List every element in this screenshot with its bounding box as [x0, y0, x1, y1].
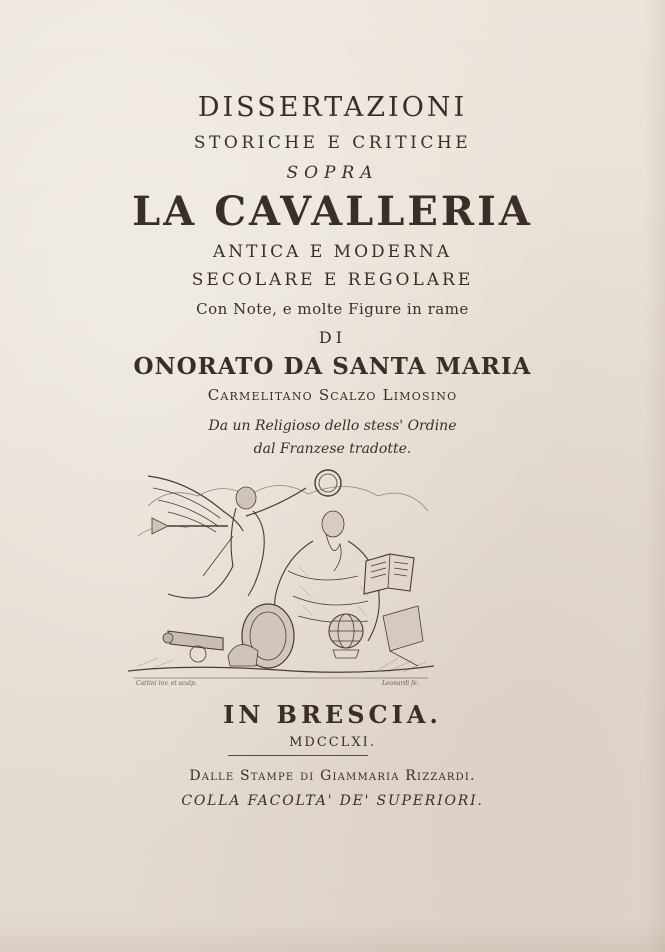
printer-line: Dalle Stampe di Giammaria Rizzardi. — [189, 768, 476, 784]
subtitle-note: Con Note, e molte Figure in rame — [196, 300, 469, 318]
title-line-dissertazioni: DISSERTAZIONI — [197, 92, 468, 123]
subtitle-di: DI — [318, 328, 347, 347]
title-line-storiche: STORICHE E CRITICHE — [193, 133, 472, 153]
permission-line: COLLA FACOLTA' DE' SUPERIORI. — [181, 793, 484, 809]
author-name: ONORATO DA SANTA MARIA — [133, 353, 532, 380]
place-of-printing: IN BRESCIA. — [223, 700, 442, 729]
title-line-sopra: SOPRA — [286, 163, 379, 183]
engraving-signature-left: Cattini inv. et sculp. — [136, 680, 197, 687]
subtitle-secolare: SECOLARE E REGOLARE — [191, 270, 474, 290]
main-title: LA CAVALLERIA — [132, 188, 533, 235]
translator-line-2: dal Franzese tradotte. — [253, 441, 412, 457]
engraving-signature-right: Leonardi fe. — [382, 680, 419, 687]
divider-rule — [228, 755, 368, 756]
subtitle-antica: ANTICA E MODERNA — [212, 242, 453, 262]
page-bottom-shadow — [0, 922, 665, 952]
year-of-printing: MDCCLXI. — [289, 735, 376, 750]
allegorical-engraving-icon — [128, 466, 434, 686]
author-description: Carmelitano Scalzo Limosino — [207, 386, 458, 404]
translator-line-1: Da un Religioso dello stess' Ordine — [208, 418, 457, 434]
